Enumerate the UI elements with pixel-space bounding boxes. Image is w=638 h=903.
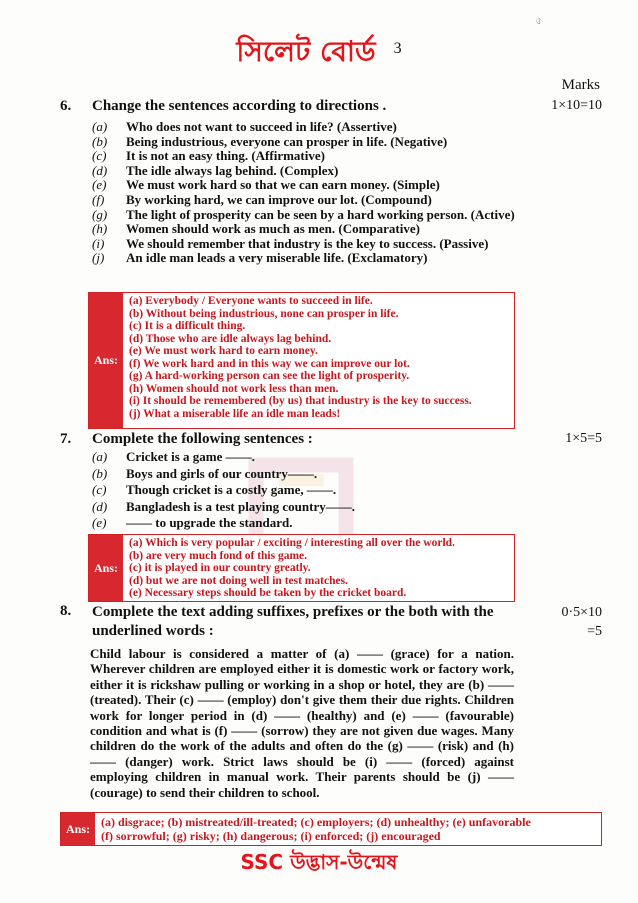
question-items <box>90 120 582 266</box>
answer-line: (e) We must work hard to earn money. <box>129 345 318 357</box>
item-label: (d) <box>92 162 108 178</box>
answer-line: (c) it is played in our country greatly. <box>129 562 311 574</box>
answer-line: (a) Everybody / Everyone wants to succeed in life. <box>129 295 373 307</box>
list-item <box>90 222 582 237</box>
item-label: (g) <box>92 206 108 222</box>
answer-tag: Ans: <box>89 293 123 428</box>
item-text: We must work hard so that we can earn money. (Simple) <box>126 177 440 193</box>
question-title: Complete the following sentences : <box>92 431 313 447</box>
item-label: (h) <box>92 221 108 237</box>
item-text: Who does not want to succeed in life? (Assertive) <box>126 119 397 134</box>
item-label: (b) <box>92 465 108 481</box>
answer-lines <box>101 815 597 843</box>
item-text: Women should work as much as men. (Comparative) <box>126 221 420 237</box>
item-label: (d) <box>92 498 108 514</box>
answer-box-7 <box>88 534 515 602</box>
question-title-line: underlined words : <box>92 623 214 639</box>
list-item <box>90 499 582 516</box>
item-label: (a) <box>92 449 108 464</box>
answer-line: (d) Those who are idle always lag behind. <box>129 332 332 345</box>
marks-line: =5 <box>587 624 602 639</box>
item-label: (f) <box>92 191 105 207</box>
item-label: (j) <box>92 250 105 266</box>
answer-line: (e) Necessary steps should be taken by the cricket board. <box>129 587 407 599</box>
marks-line: 0·5×10 <box>561 605 602 620</box>
answer-line: (c) It is a difficult thing. <box>129 320 246 332</box>
question-marks <box>561 603 602 641</box>
marks-heading: Marks <box>561 77 600 93</box>
item-text: Being industrious, everyone can prosper in life. (Negative) <box>126 133 448 149</box>
question-marks: 1×10=10 <box>551 98 602 113</box>
footer-brand: SSC উদ্ভাস-উন্মেষ <box>240 850 398 874</box>
question-title: Change the sentences according to directions . <box>92 98 387 114</box>
item-text: Bangladesh is a test playing country——. <box>126 498 355 514</box>
answer-box-6 <box>88 292 515 429</box>
list-item <box>90 237 582 252</box>
item-text: An idle man leads a very miserable life. (Exclamatory) <box>126 250 428 266</box>
answer-line: (f) sorrowful; (g) risky; (h) dangerous; (i) enforced; (j) encouraged <box>101 829 441 843</box>
question-number: 8. <box>60 603 72 619</box>
list-item <box>90 120 582 135</box>
question-7 <box>60 431 606 531</box>
item-text: Though cricket is a costly game, ——. <box>126 482 337 497</box>
passage-text: Child labour is considered a matter of (a) —— (grace) for a nation. Wherever children are employed either it is domestic work or factory work, either it is rickshaw pulling or working in a shop or hotel, they are (b) —— (treated). Their (c) —— (employ) don't give them their due rights. Children work for longer period in (d) —— (healthy) and (e) —— (favourable) condition and what is (f) —— (sorrow) they are not given due wages. Many children do the work of the adults and often do the (g) —— (risk) and (h) —— (danger) work. Strict laws should be (i) —— (forced) against employing children in manual work. Their parents should be (j) —— (courage) to send their children to school. <box>90 646 514 800</box>
item-text: We should remember that industry is the key to success. (Passive) <box>126 235 489 251</box>
question-8 <box>60 603 606 643</box>
answer-lines <box>129 295 510 420</box>
item-text: The idle always lag behind. (Complex) <box>126 162 339 178</box>
answer-line: (a) disgrace; (b) mistreated/ill-treated; (c) employers; (d) unhealthy; (e) unfavorable <box>101 815 531 829</box>
answer-line: (b) are very much fond of this game. <box>129 549 308 562</box>
answer-tag: Ans: <box>89 535 123 601</box>
item-label: (c) <box>92 482 107 497</box>
item-label: (e) <box>92 177 107 193</box>
item-text: Boys and girls of our country——. <box>126 465 318 481</box>
list-item <box>90 164 582 179</box>
question-title <box>92 603 522 641</box>
list-item <box>90 251 582 266</box>
item-label: (c) <box>92 148 107 164</box>
answer-line: (a) Which is very popular / exciting / interesting all over the world. <box>129 537 455 549</box>
item-label: (b) <box>92 133 108 149</box>
list-item <box>90 482 582 499</box>
item-text: Cricket is a game ——. <box>126 449 255 464</box>
answer-line: (i) It should be remembered (by us) that industry is the key to success. <box>129 395 472 407</box>
list-item <box>90 178 582 193</box>
answer-lines <box>129 537 510 600</box>
question-title-line: Complete the text adding suffixes, prefixes or the both with the <box>92 604 494 620</box>
list-item <box>90 466 582 483</box>
list-item <box>90 135 582 150</box>
question-items <box>90 449 582 532</box>
question-number: 7. <box>60 431 72 447</box>
page-number: 3 <box>393 40 402 57</box>
passage <box>90 646 514 800</box>
question-marks: 1×5=5 <box>565 431 602 446</box>
item-text: By working hard, we can improve our lot. (Compound) <box>126 191 432 207</box>
list-item <box>90 449 582 466</box>
answer-line: (f) We work hard and in this way we can improve our lot. <box>129 357 410 370</box>
page-header <box>0 30 638 77</box>
item-label: (a) <box>92 119 108 134</box>
list-item <box>90 149 582 164</box>
answer-line: (g) A hard-working person can see the light of prosperity. <box>129 370 410 382</box>
answer-line: (b) Without being industrious, none can prosper in life. <box>129 307 399 320</box>
item-label: (e) <box>92 515 107 530</box>
answer-tag: Ans: <box>61 813 95 845</box>
item-text: It is not an easy thing. (Affirmative) <box>126 148 325 164</box>
question-number: 6. <box>60 98 72 114</box>
answer-line: (j) What a miserable life an idle man leads! <box>129 407 341 420</box>
item-label: (i) <box>92 235 105 251</box>
list-item <box>90 208 582 223</box>
list-item <box>90 515 582 532</box>
answer-box-8 <box>60 812 602 846</box>
answer-line: (d) but we are not doing well in test matches. <box>129 574 348 587</box>
list-item <box>90 193 582 208</box>
item-text: —— to upgrade the standard. <box>126 515 293 530</box>
answer-line: (h) Women should not work less than men. <box>129 382 339 395</box>
item-text: The light of prosperity can be seen by a hard working person. (Active) <box>126 206 515 222</box>
board-title: সিলেট বোর্ড <box>236 35 376 68</box>
corner-mark: ৫ <box>535 16 542 27</box>
